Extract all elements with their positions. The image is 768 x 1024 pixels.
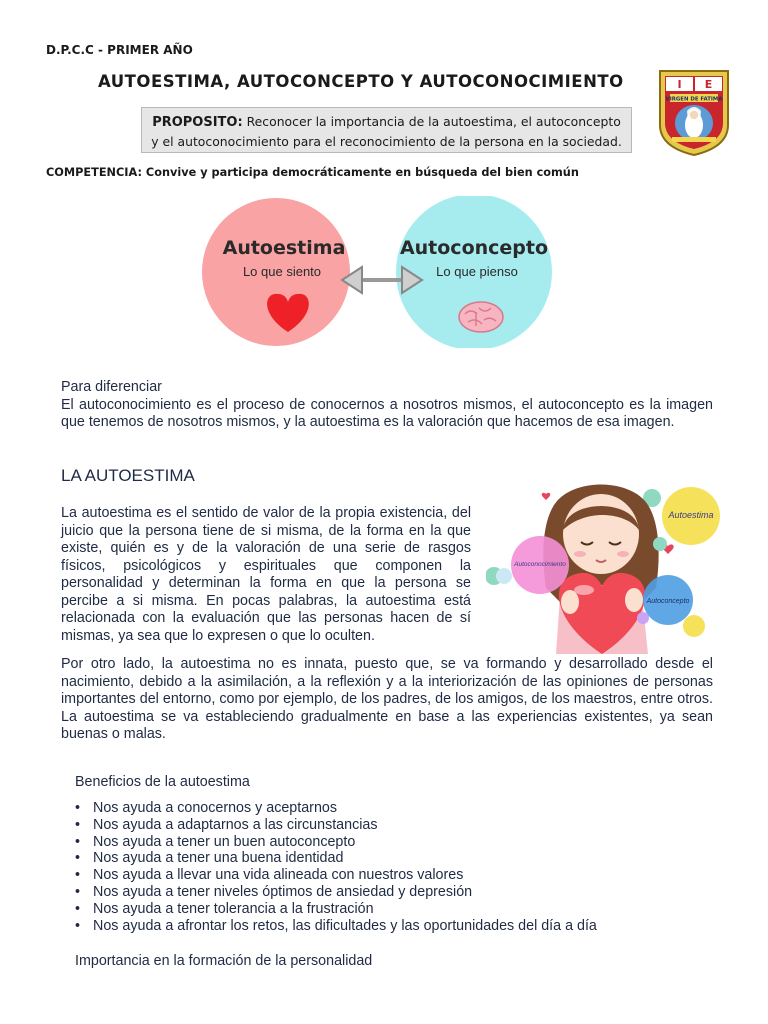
autoestima-autoconcepto-diagram (200, 196, 560, 348)
differentiate-heading: Para diferenciar (61, 379, 162, 395)
list-item-text: Nos ayuda a llevar una vida alineada con nuestros valores (93, 867, 464, 884)
list-item (75, 800, 715, 817)
bullet-icon: • (75, 833, 81, 850)
autoestima-subtitle: Lo que siento (242, 264, 322, 279)
department-label: D.P.C.C - PRIMER AÑO (46, 43, 193, 57)
list-item (75, 918, 715, 935)
autoestima-title: Autoestima (222, 237, 346, 259)
list-item (75, 901, 715, 918)
list-item (75, 834, 715, 851)
list-item-text: Nos ayuda a afrontar los retos, las dificultades y las oportunidades del día a día (93, 917, 597, 934)
autoestima-paragraph-2: Por otro lado, la autoestima no es innata, puesto que, se va formando y desarrollado desde el nacimiento, debido a la asimilación, a la reflexión y a la interiorización de las opiniones de personas importantes del entorno, como por ejemplo, de los padres, de los amigos, de los maestros, entre otros. La autoestima se va estableciendo gradualmente en base a las experiencias existentes, ya sean buenas o malas. (61, 656, 713, 742)
illus-label-autoconocimiento: Autoconocimiento (514, 561, 566, 568)
autoestima-paragraph-1: La autoestima es el sentido de valor de la propia existencia, del juicio que la persona tiene de si misma, de la forma en la que existe, quién es y de la valoración de una serie de rasgos físicos, psicológicos y espirituales que componen la personalidad y determinan la forma en que la persona se percibe a si misma. En pocas palabras, la autoestima está relacionada con la evaluación que las personas hacen de sí mismas, ya sea que lo expresen o que lo oculten. (61, 505, 471, 644)
purpose-text: Reconocer la importancia de la autoestima, el autoconcepto y el autoconocimiento para el reconocimiento de la persona en la sociedad. (151, 114, 622, 149)
bullet-icon: • (75, 800, 81, 816)
bullet-icon: • (75, 883, 81, 900)
purpose-label: PROPOSITO: (152, 115, 243, 130)
competencia-line (46, 166, 579, 179)
benefits-heading: Beneficios de la autoestima (75, 774, 250, 790)
list-item-text: Nos ayuda a conocernos y aceptarnos (93, 800, 337, 816)
bullet-icon: • (75, 917, 81, 934)
competencia-label: COMPETENCIA: (46, 166, 142, 179)
crest-letter-i: I (677, 78, 682, 91)
list-item (75, 867, 715, 884)
illus-label-autoconcepto: Autoconcepto (646, 598, 690, 605)
differentiate-text: El autoconocimiento es el proceso de conocernos a nosotros mismos, el autoconcepto es la imagen que tenemos de nosotros mismos, y la autoestima es la valoración que hacemos de esa imagen. (61, 396, 713, 430)
list-item (75, 817, 715, 834)
school-crest-logo (656, 67, 732, 157)
purpose-box (141, 107, 632, 153)
benefits-list (75, 800, 715, 934)
illus-label-autoestima: Autoestima (668, 510, 714, 520)
list-item-text: Nos ayuda a adaptarnos a las circunstancias (93, 816, 378, 833)
bullet-icon: • (75, 900, 81, 917)
importance-heading: Importancia en la formación de la personalidad (75, 953, 373, 969)
page-title: AUTOESTIMA, AUTOCONCEPTO Y AUTOCONOCIMIENTO (98, 72, 624, 91)
autoconcepto-title: Autoconcepto (399, 237, 549, 259)
autoconcepto-subtitle: Lo que pienso (436, 264, 518, 279)
differentiate-section (61, 379, 713, 432)
competencia-text: Convive y participa democráticamente en búsqueda del bien común (141, 166, 579, 179)
bullet-icon: • (75, 850, 81, 867)
crest-letter-e: E (704, 78, 713, 91)
list-item-text: Nos ayuda a tener una buena identidad (93, 850, 344, 867)
girl-hugging-heart-illustration (486, 478, 726, 654)
list-item-text: Nos ayuda a tener tolerancia a la frustración (93, 900, 374, 917)
list-item-text: Nos ayuda a tener niveles óptimos de ansiedad y depresión (93, 883, 473, 900)
brain-icon (459, 302, 503, 332)
list-item (75, 850, 715, 867)
bullet-icon: • (75, 867, 81, 884)
crest-text: VIRGEN DE FATIMA (665, 96, 723, 103)
section-title-autoestima: LA AUTOESTIMA (61, 466, 195, 485)
bullet-icon: • (75, 816, 81, 833)
list-item (75, 884, 715, 901)
list-item-text: Nos ayuda a tener un buen autoconcepto (93, 833, 356, 850)
